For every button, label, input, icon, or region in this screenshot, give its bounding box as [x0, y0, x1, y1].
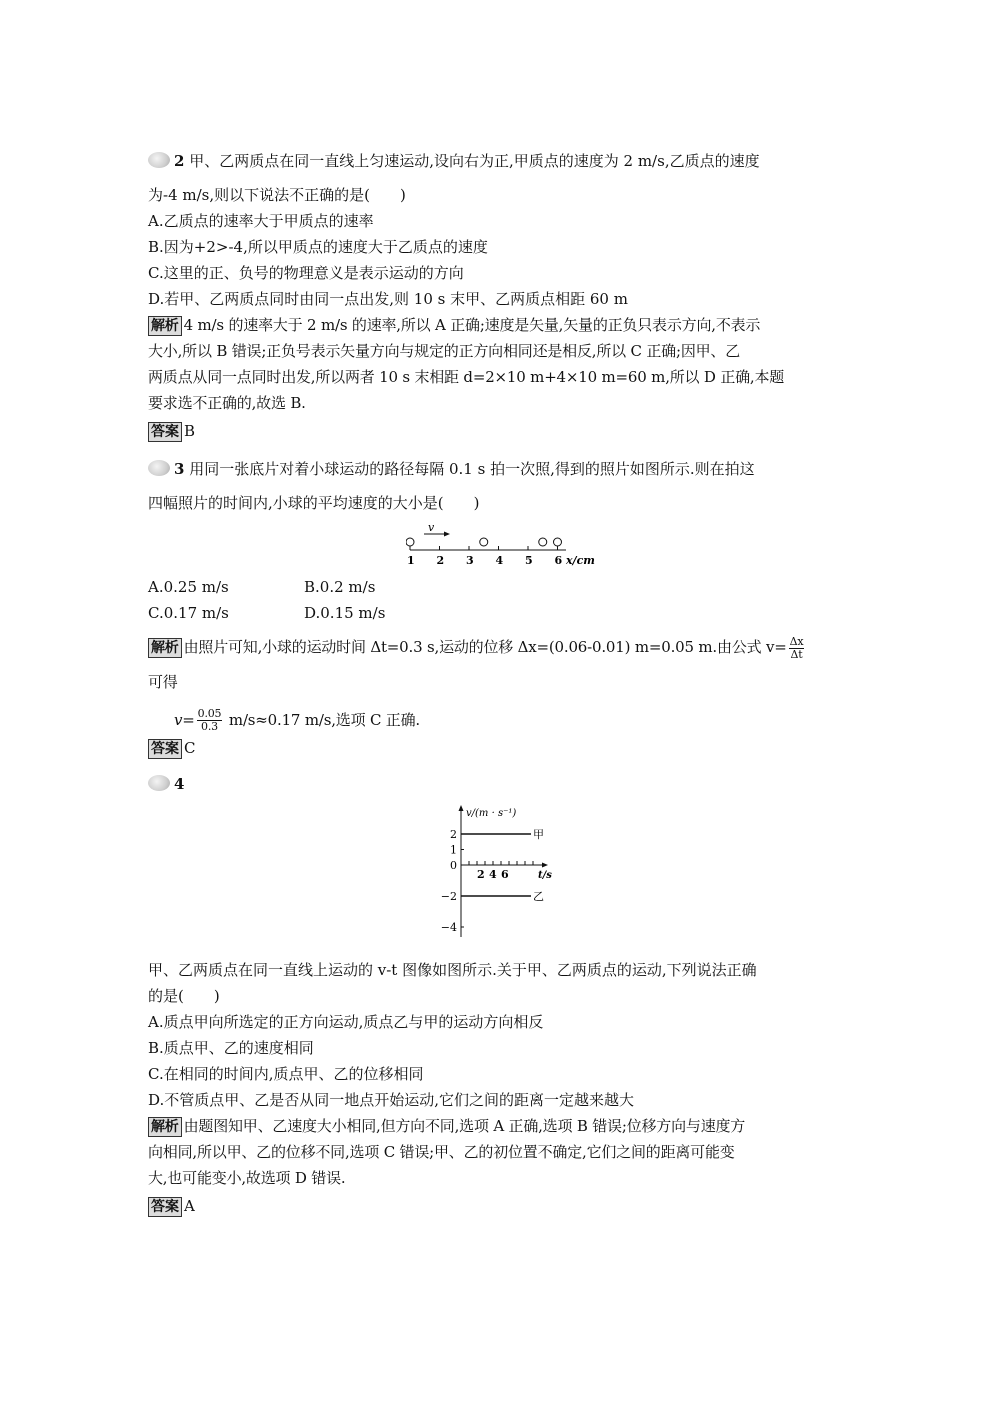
- option-c: C.0.17 m/s: [148, 604, 229, 622]
- formula-fraction: $\frac{\Delta x}{\Delta t}$: [789, 634, 804, 661]
- ball-track-diagram: [406, 520, 606, 570]
- exercise-page: [148, 138, 860, 1219]
- t-axis-label: t/s: [538, 870, 552, 881]
- analysis-block: 解析 由题图知甲、乙速度大小相同,但方向不同,选项 A 正确,选项 B 错误;位移方向与速度方 向相同,所以甲、乙的位移不同,选项 C 错误;甲、乙的初位置不确定,它们之间的距离可能变 大,也可能变小,故选项 D 错误.: [148, 1117, 746, 1187]
- answer-value: A: [184, 1197, 195, 1215]
- ball-image: [480, 538, 488, 546]
- analysis-tag: 解析: [148, 316, 182, 336]
- velocity-label: v: [428, 521, 435, 534]
- question-3-stem-line2: 四幅照片的时间内,小球的平均速度的大小是( ): [148, 494, 480, 512]
- question-2-stem-line1: 2 甲、乙两质点在同一直线上匀速运动,设向右为正,甲质点的速度为 2 m/s,乙质点的速度: [148, 146, 860, 176]
- tick-label: 3: [466, 554, 474, 567]
- question-number: 4: [174, 775, 185, 793]
- option-b: B.质点甲、乙的速度相同: [148, 1039, 314, 1057]
- y-tick-label: −4: [440, 921, 457, 934]
- analysis-block: 解析 4 m/s 的速率大于 2 m/s 的速率,所以 A 正确;速度是矢量,矢量的正负只表示方向,不表示 大小,所以 B 错误;正负号表示矢量方向与规定的正方向相同还是相反,所以 C 正确;因甲、乙 两质点从同一点同时出发,所以两者 10 s 末相距 d=2×10 m+4×10 m=60 m,所以 D 正确,本题 要求选不正确的,故选 B.: [148, 316, 785, 412]
- option-a: A.乙质点的速率大于甲质点的速率: [148, 212, 374, 230]
- y-tick-label: 1: [450, 843, 457, 857]
- question-4: [148, 769, 860, 1219]
- option-d: D.不管质点甲、乙是否从同一地点开始运动,它们之间的距离一定越来越大: [148, 1091, 635, 1109]
- photo-strip-figure: [406, 520, 860, 574]
- ball-image: [406, 538, 414, 546]
- answer-value: C: [184, 739, 196, 757]
- tick-label: 2: [436, 554, 445, 567]
- ball-image: [554, 538, 562, 546]
- tick-label: 5: [525, 554, 533, 567]
- x-axis-label: x/cm: [566, 554, 595, 567]
- answer-value: B: [184, 422, 196, 440]
- options-row-1: [148, 574, 860, 600]
- formula-line: v= $\frac{0.05}{0.3}$ m/s≈0.17 m/s,选项 C 正确.: [174, 707, 420, 733]
- series-label: 甲: [533, 828, 544, 841]
- question-4-stem-line1: 甲、乙两质点在同一直线上运动的 v-t 图像如图所示.关于甲、乙两质点的运动,下列说法正确: [148, 961, 757, 979]
- tick-label: 4: [495, 554, 504, 567]
- option-a: A.质点甲向所选定的正方向运动,质点乙与甲的运动方向相反: [148, 1013, 544, 1031]
- analysis-block: 解析 由照片可知,小球的运动时间 Δt=0.3 s,运动的位移 Δx=(0.06-0.01) m=0.05 m.由公式 v= $\frac{\Delta x}{\Delta t}$ 可得 v= $\frac{0.05}{0.3}$ m/s≈0.17 m/s,选项 C 正确.: [148, 634, 860, 733]
- option-c: C.在相同的时间内,质点甲、乙的位移相同: [148, 1065, 424, 1083]
- y-tick-label: 2: [450, 828, 457, 841]
- question-bullet-icon: [148, 775, 170, 791]
- option-c: C.这里的正、负号的物理意义是表示运动的方向: [148, 264, 464, 282]
- question-2: [148, 146, 860, 444]
- y-tick-label: 0: [450, 859, 457, 872]
- answer-tag: 答案: [148, 1197, 182, 1217]
- tick-label: 6: [554, 554, 563, 567]
- question-number: 2: [174, 152, 185, 170]
- x-tick-label: 2: [477, 868, 485, 881]
- answer-block: [148, 1193, 860, 1219]
- option-a: A.0.25 m/s: [148, 578, 229, 596]
- x-tick-label: 4: [489, 868, 497, 881]
- y-tick-label: −2: [440, 890, 457, 903]
- question-3: [148, 454, 860, 761]
- question-2-stem-line2: 为-4 m/s,则以下说法不正确的是( ): [148, 186, 406, 204]
- formula-fraction: $\frac{0.05}{0.3}$: [197, 707, 222, 733]
- option-d: D.0.15 m/s: [304, 604, 386, 622]
- question-number: 3: [174, 460, 185, 478]
- answer-block: [148, 418, 860, 444]
- question-4-stem-line2: 的是( ): [148, 987, 220, 1005]
- options-row-2: [148, 600, 860, 626]
- answer-tag: 答案: [148, 422, 182, 442]
- tick-label: 1: [407, 554, 415, 567]
- answer-block: [148, 735, 860, 761]
- question-4-header: [148, 769, 860, 799]
- ball-image: [539, 538, 547, 546]
- analysis-tag: 解析: [148, 1117, 182, 1137]
- x-tick-label: 6: [501, 868, 509, 881]
- question-3-stem-line1: 3 用同一张底片对着小球运动的路径每隔 0.1 s 拍一次照,得到的照片如图所示.则在拍这: [148, 454, 860, 484]
- question-bullet-icon: [148, 152, 170, 168]
- series-label: 乙: [533, 890, 544, 903]
- vt-graph: [438, 805, 588, 945]
- option-d: D.若甲、乙两质点同时由同一点出发,则 10 s 末甲、乙两质点相距 60 m: [148, 290, 628, 308]
- question-bullet-icon: [148, 460, 170, 476]
- answer-tag: 答案: [148, 739, 182, 759]
- vt-graph-figure: [438, 805, 860, 949]
- analysis-tag: 解析: [148, 638, 182, 658]
- option-b: B.0.2 m/s: [304, 578, 376, 596]
- v-axis-label: v/(m · s⁻¹): [466, 808, 517, 819]
- option-b: B.因为+2>-4,所以甲质点的速度大于乙质点的速度: [148, 238, 488, 256]
